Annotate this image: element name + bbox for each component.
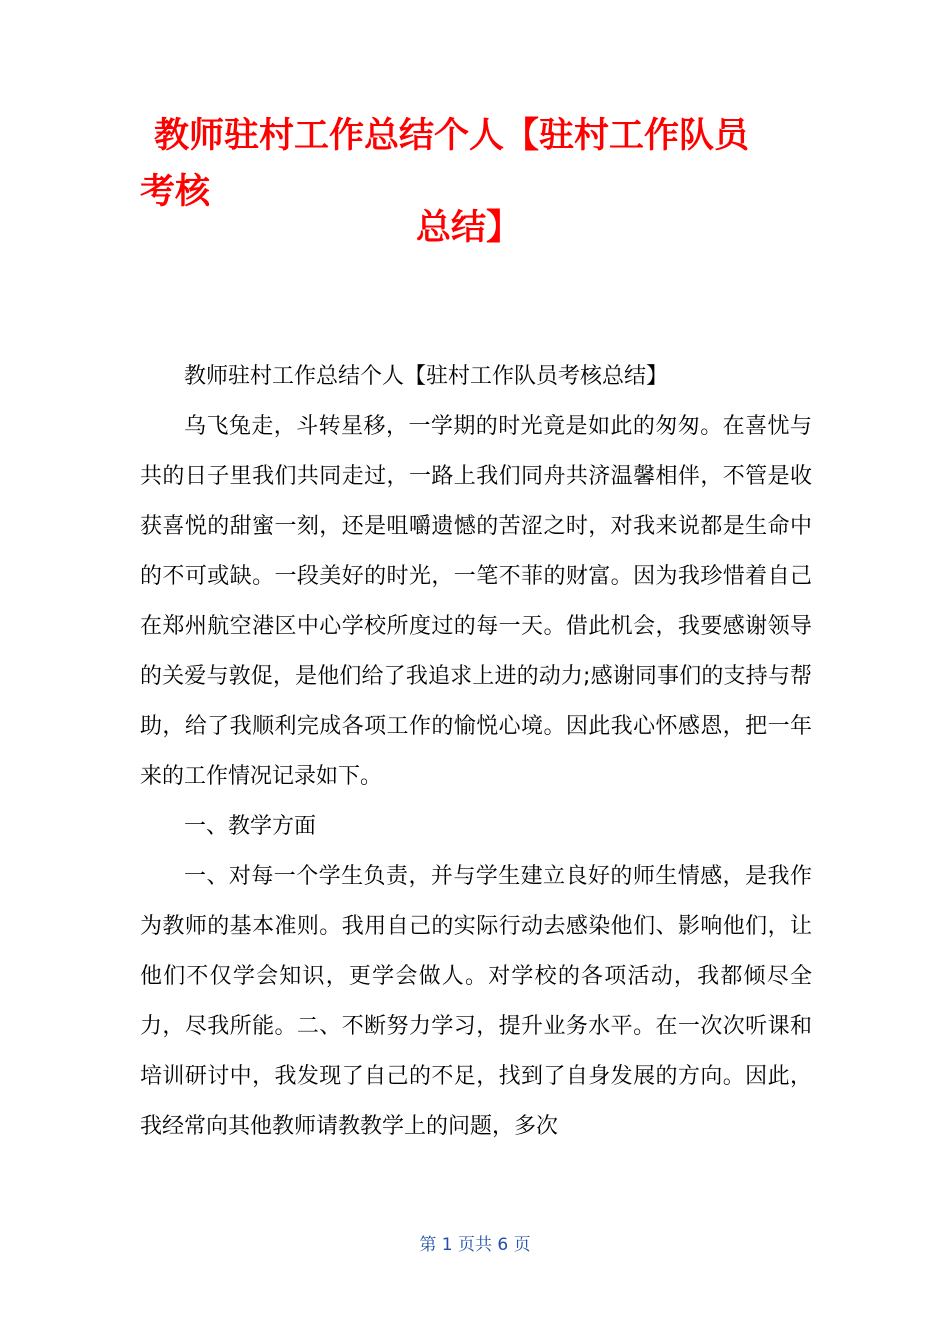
title-line-3: 总结】 — [416, 208, 522, 248]
subtitle-paragraph: 教师驻村工作总结个人【驻村工作队员考核总结】 — [184, 364, 669, 389]
section-heading-teaching: 一、教学方面 — [184, 814, 317, 839]
page-number-footer: 第 1 页共 6 页 — [419, 1235, 531, 1255]
title-line-1: 教师驻村工作总结个人【驻村工作队员 — [154, 116, 750, 156]
document-body — [140, 352, 812, 1152]
intro-paragraph: 乌飞兔走，斗转星移，一学期的时光竟是如此的匆匆。在喜忧与共的日子里我们共同走过，一路上我们同舟共济温馨相伴，不管是收获喜悦的甜蜜一刻，还是咀嚼遗憾的苦涩之时，对我来说都是生命中的不可或缺。一段美好的时光，一笔不菲的财富。因为我珍惜着自己在郑州航空港区中心学校所度过的每一天。借此机会，我要感谢领导的关爱与敦促，是他们给了我追求上进的动力;感谢同事们的支持与帮助，给了我顺利完成各项工作的愉悦心境。因此我心怀感恩，把一年来的工作情况记录如下。 — [140, 414, 812, 789]
teaching-paragraph: 一、对每一个学生负责，并与学生建立良好的师生情感，是我作为教师的基本准则。我用自己的实际行动去感染他们、影响他们，让他们不仅学会知识，更学会做人。对学校的各项活动，我都倾尽全力，尽我所能。二、不断努力学习，提升业务水平。在一次次听课和培训研讨中，我发现了自己的不足，找到了自身发展的方向。因此，我经常向其他教师请教教学上的问题，多次 — [140, 864, 812, 1139]
document-title — [140, 108, 820, 248]
title-line-2: 考核 — [140, 172, 211, 212]
